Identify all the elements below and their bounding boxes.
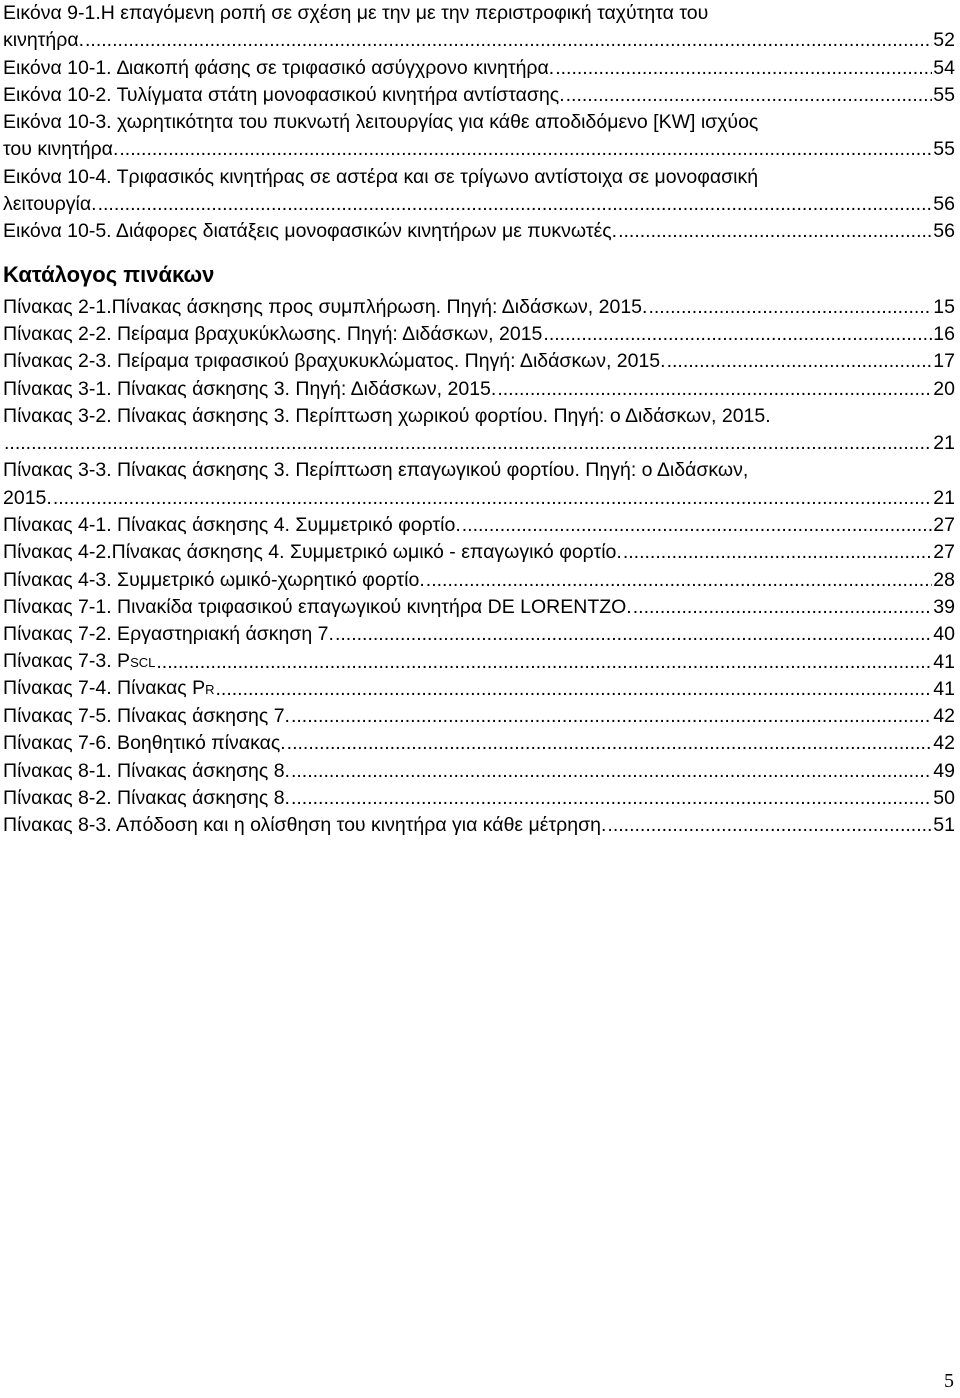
figure-entry-page: 56 — [933, 220, 955, 243]
figure-entry-text: κινητήρα. — [3, 29, 85, 52]
table-entry[interactable] — [3, 621, 955, 648]
table-entry[interactable] — [3, 676, 955, 703]
figure-entry[interactable] — [3, 164, 955, 219]
table-entry[interactable] — [3, 785, 955, 812]
table-entry[interactable] — [3, 294, 955, 321]
leader-dots — [462, 512, 933, 539]
table-entry-page: 21 — [933, 432, 955, 455]
table-entry-page: 50 — [933, 787, 955, 810]
table-entry-text: Πίνακας 7-3. PSCL — [3, 649, 156, 672]
leader-dots — [566, 82, 933, 109]
table-entry-page: 51 — [933, 814, 955, 837]
table-entry-page: 42 — [933, 732, 955, 755]
table-entry-page: 27 — [933, 541, 955, 564]
table-entry-page: 39 — [933, 595, 955, 618]
table-entry-page: 28 — [933, 568, 955, 591]
table-of-contents — [3, 0, 955, 840]
leader-dots — [216, 676, 933, 703]
table-entry-text: Πίνακας 4-2.Πίνακας άσκησης 4. Συμμετρικό ωμικό - επαγωγικό φορτίο. — [3, 541, 622, 564]
figure-entry-text: λειτουργία. — [3, 193, 97, 216]
leader-dots — [426, 567, 933, 594]
table-entry-first-line: Πίνακας 3-3. Πίνακας άσκησης 3. Περίπτωση επαγωγικού φορτίου. Πηγή: ο Διδάσκων, — [3, 459, 749, 482]
table-entry-text: Πίνακας 8-3. Απόδοση και η ολίσθηση του κινητήρα για κάθε μέτρηση. — [3, 814, 607, 837]
leader-dots — [497, 376, 932, 403]
table-entry-text: Πίνακας 7-6. Βοηθητικό πίνακας. — [3, 732, 286, 755]
table-entry-page: 20 — [933, 377, 955, 400]
leader-dots — [543, 321, 932, 348]
subscript-text: SCL — [130, 654, 156, 670]
table-entry-page: 17 — [933, 350, 955, 373]
figure-entry[interactable] — [3, 82, 955, 109]
table-entry-page: 40 — [933, 623, 955, 646]
figure-entry[interactable] — [3, 218, 955, 245]
figure-entry-page: 52 — [933, 29, 955, 52]
leader-dots — [4, 430, 932, 457]
table-entry[interactable] — [3, 758, 955, 785]
leader-dots — [335, 621, 932, 648]
figure-entry-first-line: Εικόνα 9-1.Η επαγόμενη ροπή σε σχέση με την με την περιστροφική ταχύτητα του — [3, 2, 709, 24]
leader-dots — [667, 348, 933, 375]
figure-entry-page: 55 — [933, 138, 955, 161]
leader-dots — [607, 812, 932, 839]
table-entry-text: 2015. — [3, 486, 52, 509]
table-entry[interactable] — [3, 567, 955, 594]
table-entry-text: Πίνακας 2-1.Πίνακας άσκησης προς συμπλήρωση. Πηγή: Διδάσκων, 2015. — [3, 295, 648, 318]
leader-dots — [119, 136, 932, 163]
leader-dots — [623, 539, 932, 566]
table-entry-page: 41 — [933, 677, 955, 700]
table-entry-text: Πίνακας 8-2. Πίνακας άσκησης 8. — [3, 787, 290, 810]
table-entry-text: Πίνακας 7-4. Πίνακας PR — [3, 676, 215, 699]
table-entry-text: Πίνακας 4-1. Πίνακας άσκησης 4. Συμμετρικό φορτίο. — [3, 514, 461, 537]
leader-dots — [648, 294, 932, 321]
figure-entry-text: Εικόνα 10-1. ∆ιακοπή φάσης σε τριφασικό ασύγχρονο κινητήρα. — [3, 56, 555, 79]
leader-dots — [287, 730, 933, 757]
table-entry[interactable] — [3, 539, 955, 566]
leader-dots — [98, 191, 933, 218]
leader-dots — [633, 594, 933, 621]
table-entry[interactable] — [3, 812, 955, 839]
table-entry[interactable] — [3, 594, 955, 621]
leader-dots — [156, 649, 932, 676]
table-entry-text: Πίνακας 2-2. Πείραμα βραχυκύκλωσης. Πηγή: Διδάσκων, 2015 — [3, 322, 543, 345]
table-entry[interactable] — [3, 376, 955, 403]
figure-entry-page: 56 — [933, 193, 955, 216]
table-entry-text: Πίνακας 3-1. Πίνακας άσκησης 3. Πηγή: Διδάσκων, 2015. — [3, 377, 497, 400]
subscript-text: R — [205, 681, 215, 697]
table-entry-page: 27 — [933, 514, 955, 537]
leader-dots — [555, 55, 932, 82]
table-entry[interactable] — [3, 730, 955, 757]
table-entry[interactable] — [3, 649, 955, 676]
table-entry-page: 49 — [933, 759, 955, 782]
table-entry[interactable] — [3, 321, 955, 348]
figure-entry-text: Εικόνα 10-5. Διάφορες διατάξεις μονοφασικών κινητήρων με πυκνωτές. — [3, 220, 618, 243]
table-entry-text: Πίνακας 7-2. Εργαστηριακή άσκηση 7. — [3, 623, 334, 646]
figure-entry-page: 54 — [933, 56, 955, 79]
tables-list-heading: Κατάλογος πινάκων — [3, 261, 215, 287]
table-entry-text: Πίνακας 8-1. Πίνακας άσκησης 8. — [3, 759, 290, 782]
leader-dots — [291, 785, 932, 812]
figure-entry-text: Εικόνα 10-2. Τυλίγματα στάτη μονοφασικού κινητήρα αντίστασης. — [3, 83, 565, 106]
table-entry-page: 15 — [933, 295, 955, 318]
figure-entry[interactable] — [3, 0, 955, 55]
table-entry-page: 42 — [933, 705, 955, 728]
table-entry-text: Πίνακας 7-5. Πίνακας άσκησης 7. — [3, 705, 290, 728]
figure-entry-text: του κινητήρα. — [3, 138, 119, 161]
leader-dots — [291, 758, 932, 785]
table-entry-text: Πίνακας 7-1. Πινακίδα τριφασικού επαγωγικού κινητήρα DE LORENTZO. — [3, 595, 632, 618]
table-entry-page: 41 — [933, 650, 955, 673]
table-entry[interactable] — [3, 703, 955, 730]
figure-entry[interactable] — [3, 109, 955, 164]
table-entry[interactable] — [3, 348, 955, 375]
leader-dots — [618, 218, 932, 245]
table-entry-page: 21 — [933, 486, 955, 509]
page-number: 5 — [944, 1370, 954, 1392]
figure-entry-page: 55 — [933, 83, 955, 106]
table-entry-page: 16 — [933, 322, 955, 345]
table-entry-text: Πίνακας 2-3. Πείραμα τριφασικού βραχυκυκλώματος. Πηγή: Διδάσκων, 2015. — [3, 350, 666, 373]
leader-dots — [85, 27, 932, 54]
table-entry-text: Πίνακας 4-3. Συμμετρικό ωμικό-χωρητικό φορτίο. — [3, 568, 425, 591]
table-entry-first-line: Πίνακας 3-2. Πίνακας άσκησης 3. Περίπτωση χωρικού φορτίου. Πηγή: ο Διδάσκων, 2015. — [3, 404, 771, 427]
leader-dots — [291, 703, 932, 730]
figure-entry[interactable] — [3, 55, 955, 82]
figure-entry-first-line: Εικόνα 10-3. χωρητικότητα του πυκνωτή λειτουργίας για κάθε αποδιδόμενο [KW] ισχύος — [3, 111, 759, 134]
table-entry[interactable] — [3, 512, 955, 539]
figure-entry-first-line: Εικόνα 10-4. Τριφασικός κινητήρας σε αστέρα και σε τρίγωνο αντίστοιχα σε μονοφασική — [3, 165, 759, 188]
leader-dots — [53, 485, 932, 512]
table-entry[interactable] — [3, 457, 955, 512]
table-entry[interactable] — [3, 403, 955, 458]
